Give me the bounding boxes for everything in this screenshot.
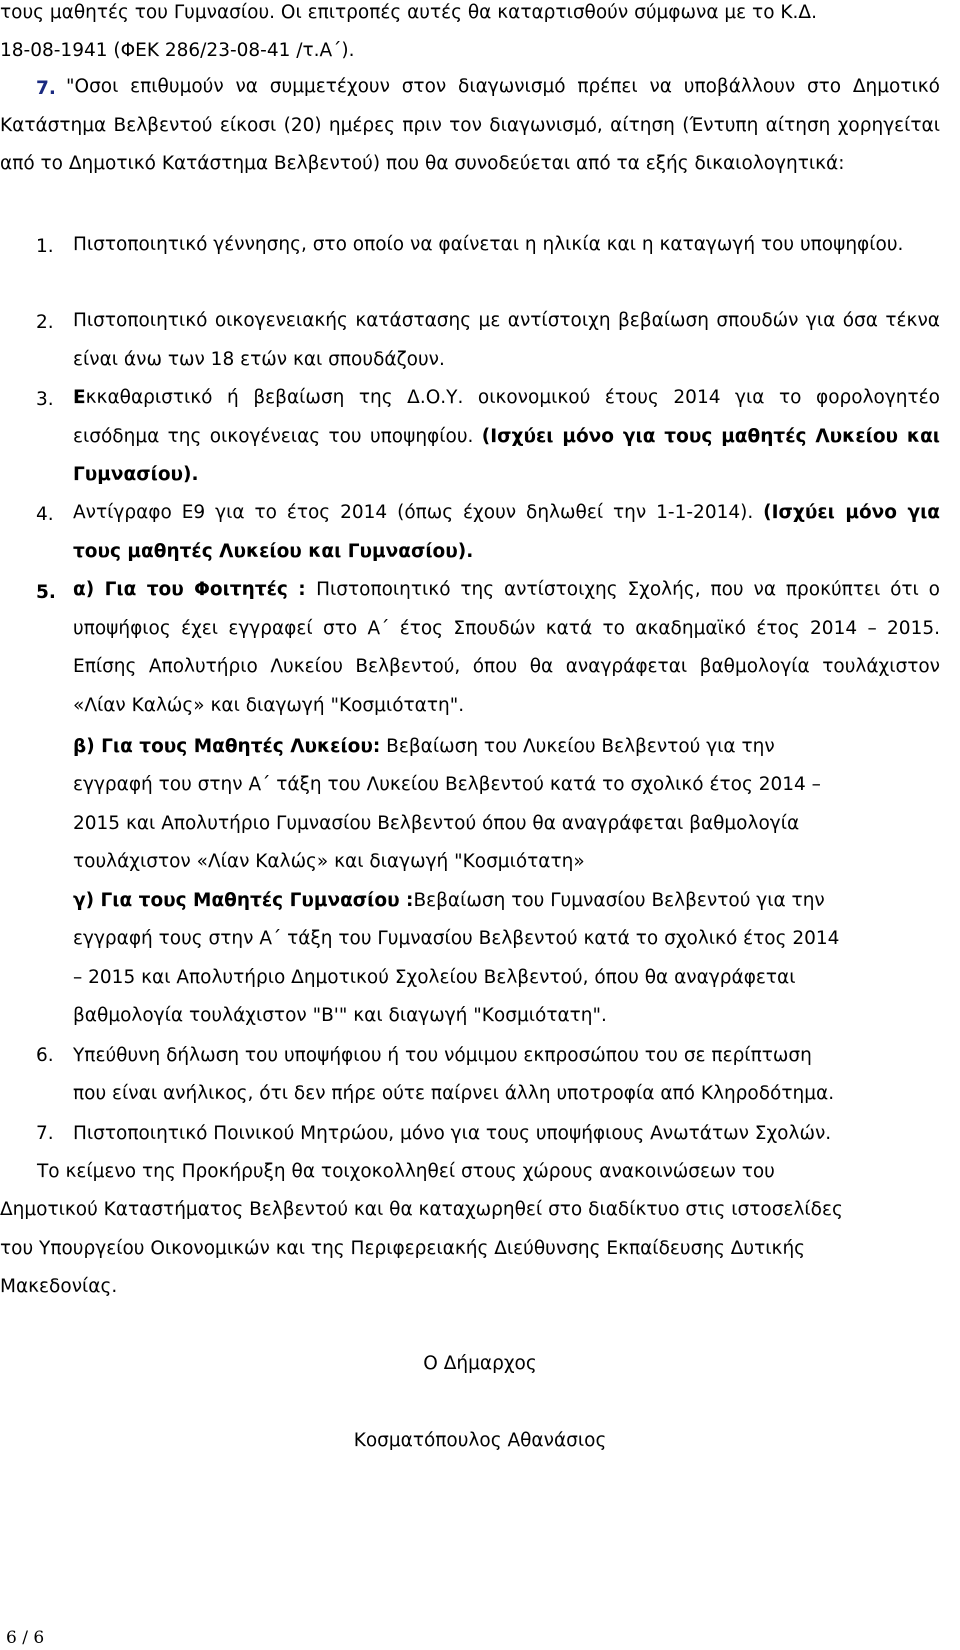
closing-line-3: του Υπουργείου Οικονομικών και της Περιφερειακής Διεύθυνσης Εκπαίδευσης Δυτικής: [0, 1238, 806, 1259]
page-number: 6 / 6: [6, 1628, 45, 1648]
item-5a-body: Πιστοποιητικό της αντίστοιχης Σχολής, που να προκύπτει ότι ο υποψήφιος έχει εγγραφεί στο Α΄ έτος Σπουδών κατά το ακαδημαϊκό έτος 2014 – 2015. Επίσης Απολυτήριο Λυκείου Βελβεντού, όπου θα αναγράφεται βαθμολογία τουλάχιστον «Λίαν Καλώς» και διαγωγή "Κοσμιότατη".: [73, 579, 940, 716]
item-3-initial: Ε: [73, 387, 86, 408]
item-3-number: 3.: [36, 389, 54, 410]
item-5b-line-1: [73, 736, 775, 757]
item-5c-line-4: βαθμολογία τουλάχιστον "Β'" και διαγωγή "Κοσμιότατη".: [73, 1005, 607, 1026]
item-4-text: [73, 494, 940, 571]
intro-line-2: 18-08-1941 (ΦΕΚ 286/23-08-41 /τ.Α΄).: [0, 40, 355, 61]
clause-7-body: "Οσοι επιθυμούν να συμμετέχουν στον διαγωνισμό πρέπει να υποβάλλουν στο Δημοτικό Κατάστημα Βελβεντού είκοσι (20) ημέρες πριν τον διαγωνισμό, αίτηση (Έντυπη αίτηση χορηγείται από το Δημοτικό Κατάστημα Βελβεντού) που θα συνοδεύεται από τα εξής δικαιολογητικά:: [0, 76, 940, 174]
item-1-number: 1.: [36, 236, 54, 257]
item-3-text: [73, 379, 940, 495]
item-5b-text-1: Βεβαίωση του Λυκείου Βελβεντού για την: [380, 736, 775, 757]
item-6-number: 6.: [36, 1045, 54, 1066]
signature-name: Κοσματόπουλος Αθανάσιος: [353, 1430, 607, 1451]
item-5a-text: [73, 571, 940, 725]
item-5b-heading: β) Για τους Μαθητές Λυκείου:: [73, 736, 381, 757]
clause-7-text: [0, 68, 940, 184]
clause-7-number: 7.: [36, 78, 56, 99]
signature-role: Ο Δήμαρχος: [423, 1353, 537, 1374]
item-5c-line-3: – 2015 και Απολυτήριο Δημοτικού Σχολείου Βελβεντού, όπου θα αναγράφεται: [73, 967, 796, 988]
closing-line-2: Δημοτικού Καταστήματος Βελβεντού και θα καταχωρηθεί στο διαδίκτυο στις ιστοσελίδες: [0, 1199, 843, 1220]
item-5c-line-1: [73, 890, 825, 911]
closing-line-4: Μακεδονίας.: [0, 1276, 118, 1297]
item-2-number: 2.: [36, 312, 54, 333]
item-5b-line-4: τουλάχιστον «Λίαν Καλώς» και διαγωγή "Κοσμιότατη»: [73, 851, 585, 872]
intro-line-1: τους μαθητές του Γυμνασίου. Οι επιτροπές αυτές θα καταρτισθούν σύμφωνα με το Κ.Δ.: [0, 2, 817, 23]
item-5c-text-1: Βεβαίωση του Γυμνασίου Βελβεντού για την: [413, 890, 825, 911]
item-3-body: κκαθαριστικό ή βεβαίωση της Δ.Ο.Υ. οικονομικού έτους 2014 για το φορολογητέο εισόδημα της οικογένειας του υποψηφίου.: [73, 387, 940, 447]
item-6-line-1: Υπεύθυνη δήλωση του υποψήφιου ή του νόμιμου εκπροσώπου του σε περίπτωση: [73, 1045, 812, 1066]
closing-line-1: Το κείμενο της Προκήρυξη θα τοιχοκολληθεί στους χώρους ανακοινώσεων του: [37, 1161, 775, 1182]
item-5-number: 5.: [36, 582, 56, 603]
item-5c-heading: γ) Για τους Μαθητές Γυμνασίου :: [73, 890, 414, 911]
item-6-line-2: που είναι ανήλικος, ότι δεν πήρε ούτε παίρνει άλλη υποτροφία από Κληροδότημα.: [73, 1083, 835, 1104]
item-4-body: Αντίγραφο Ε9 για το έτος 2014 (όπως έχουν δηλωθεί την 1-1-2014).: [73, 502, 764, 523]
item-5b-line-3: 2015 και Απολυτήριο Γυμνασίου Βελβεντού όπου θα αναγράφεται βαθμολογία: [73, 813, 800, 834]
item-7-text: Πιστοποιητικό Ποινικού Μητρώου, μόνο για τους υποψήφιους Ανωτάτων Σχολών.: [73, 1123, 832, 1144]
item-2-text: Πιστοποιητικό οικογενειακής κατάστασης με αντίστοιχη βεβαίωση σπουδών για όσα τέκνα είναι άνω των 18 ετών και σπουδάζουν.: [73, 310, 940, 370]
item-5a-heading: α) Για του Φοιτητές :: [73, 579, 317, 600]
item-7-number: 7.: [36, 1123, 54, 1144]
item-5c-line-2: εγγραφή τους στην Α΄ τάξη του Γυμνασίου Βελβεντού κατά το σχολικό έτος 2014: [73, 928, 840, 949]
item-4-note: (Ισχύει μόνο για τους μαθητές Λυκείου και Γυμνασίου).: [73, 502, 940, 562]
item-4-number: 4.: [36, 504, 54, 525]
item-1-text: Πιστοποιητικό γέννησης, στο οποίο να φαίνεται η ηλικία και η καταγωγή του υποψηφίου.: [73, 234, 904, 255]
item-5b-line-2: εγγραφή του στην Α΄ τάξη του Λυκείου Βελβεντού κατά το σχολικό έτος 2014 –: [73, 774, 821, 795]
item-3-note: (Ισχύει μόνο για τους μαθητές Λυκείου και Γυμνασίου).: [73, 425, 940, 485]
